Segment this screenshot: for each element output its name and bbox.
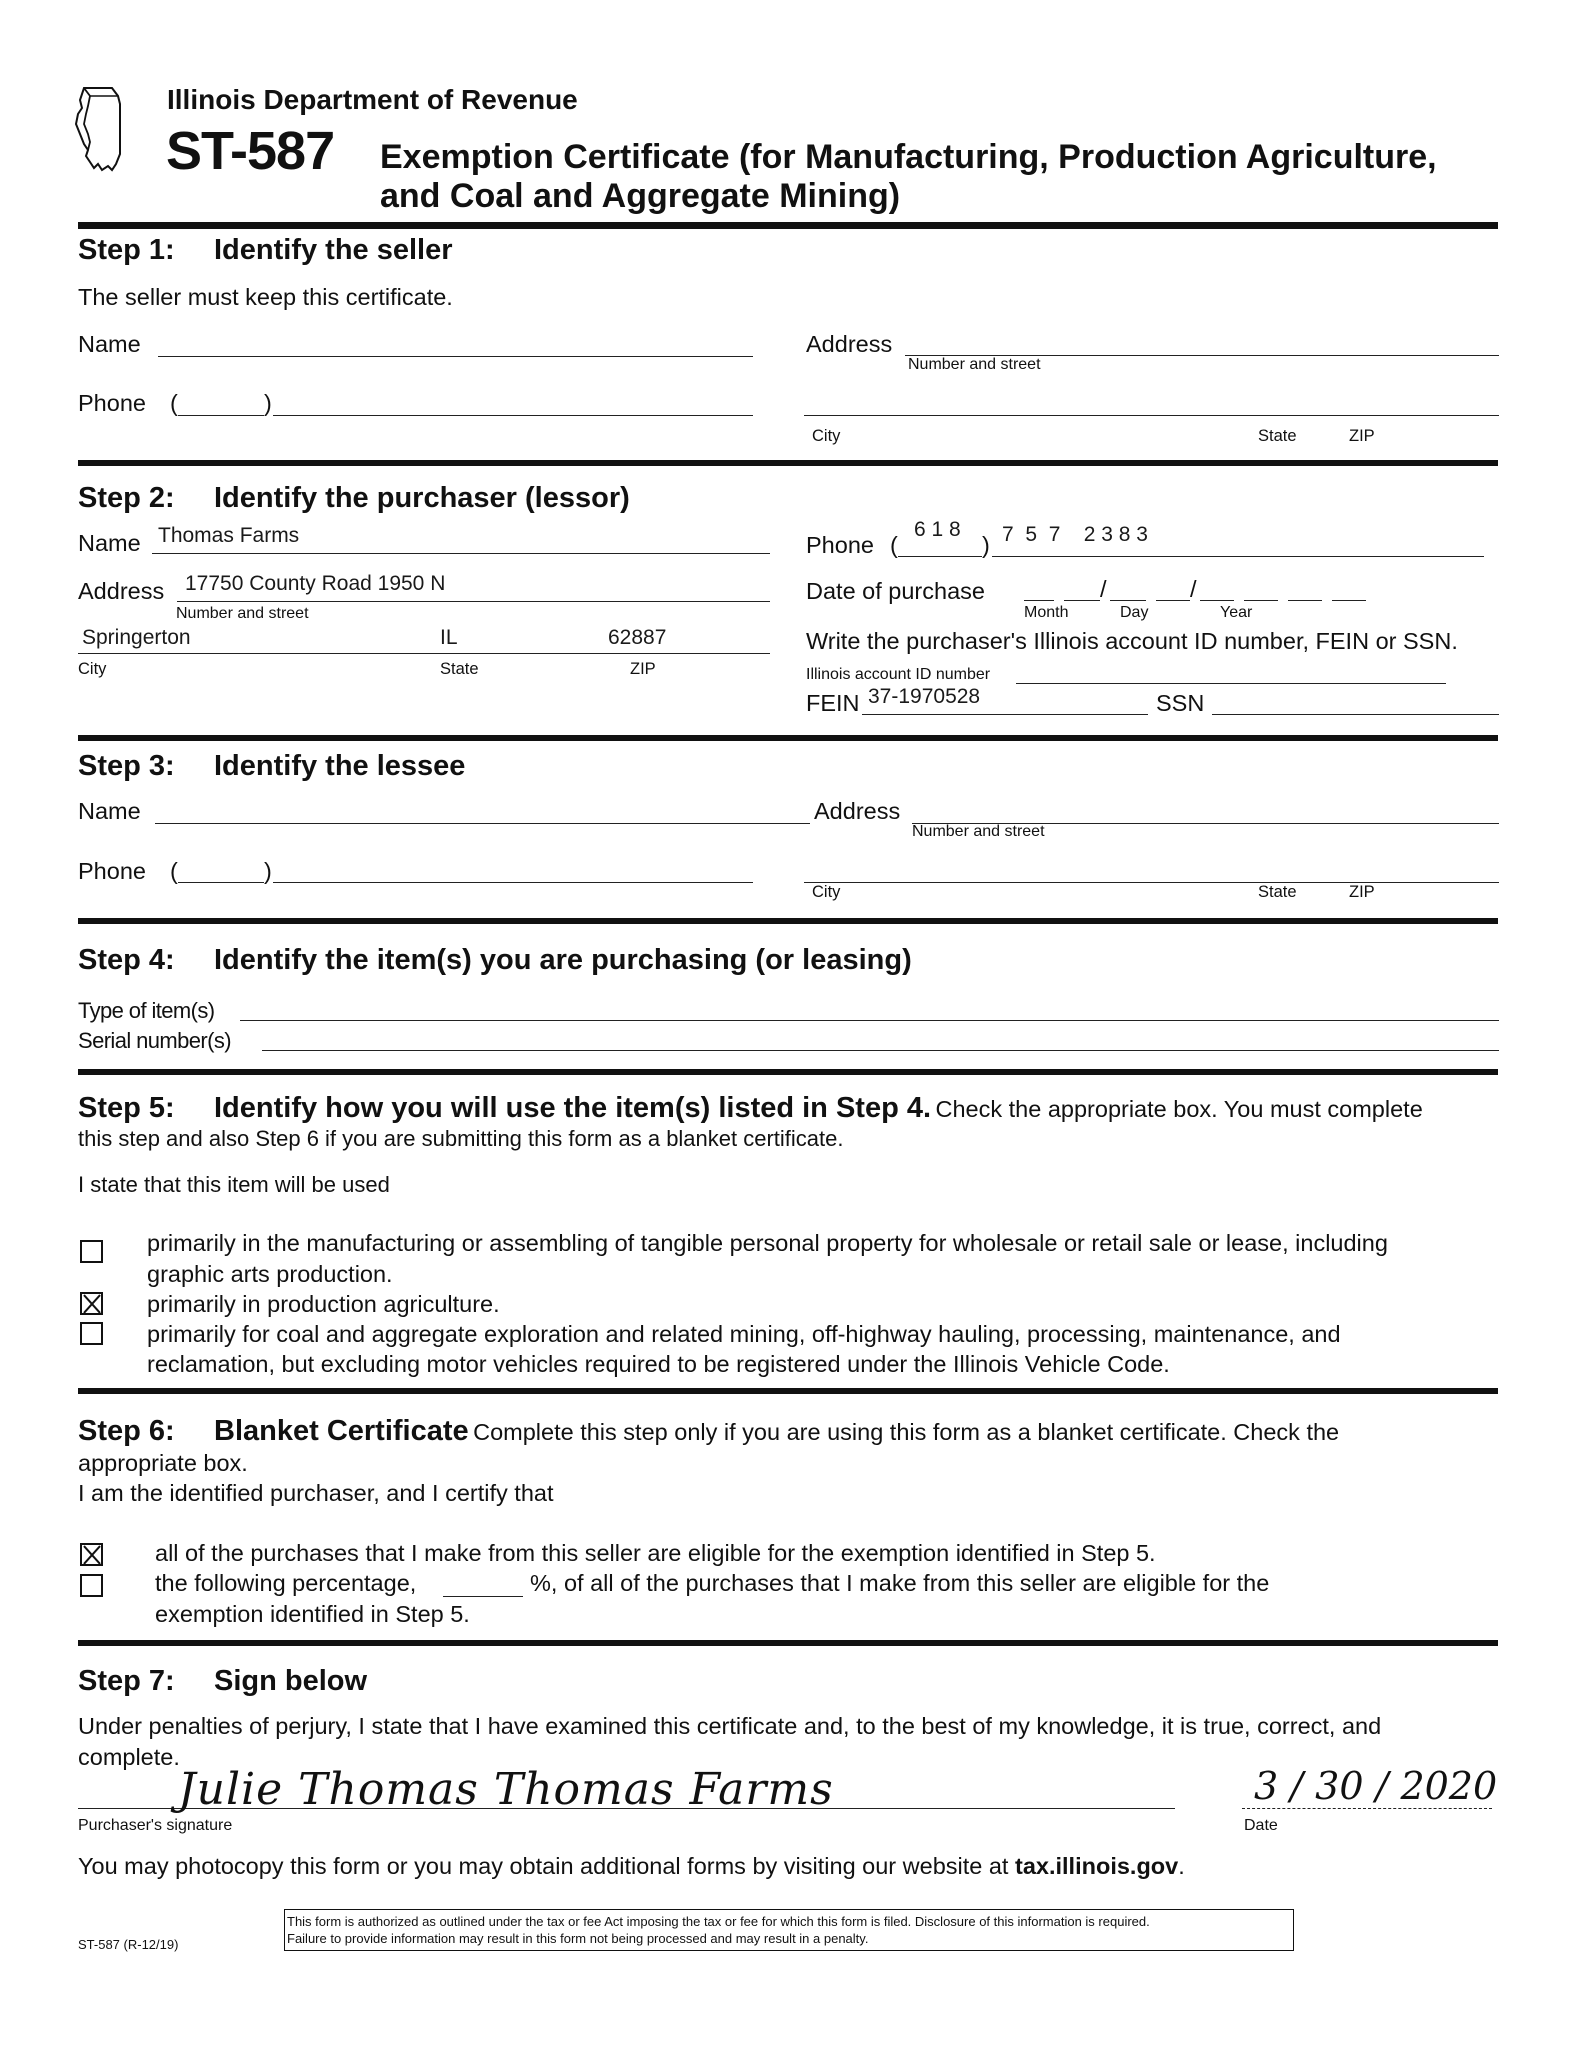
- perjury-statement: Under penalties of perjury, I state that I have examined this certificate and, to the best of my knowledge, it is true, correct, and: [78, 1713, 1382, 1739]
- option-text-pre: the following percentage,: [155, 1570, 417, 1596]
- state-caption: State: [1258, 427, 1297, 445]
- city-caption: City: [78, 660, 107, 678]
- seller-phone-close-paren: ): [264, 390, 272, 416]
- purchaser-name-value: Thomas Farms: [158, 524, 300, 547]
- lessee-phone-close-paren: ): [264, 858, 272, 884]
- purchaser-street-field[interactable]: [177, 572, 770, 602]
- photocopy-notice: [78, 1853, 1185, 1880]
- option-text: exemption identified in Step 5.: [155, 1601, 470, 1627]
- purchaser-city-value: Springerton: [82, 626, 191, 649]
- purchaser-name-field[interactable]: [152, 524, 770, 554]
- day-digit-1[interactable]: [1110, 578, 1146, 601]
- percentage-checkbox[interactable]: [80, 1574, 103, 1597]
- purchaser-phone-label: Phone: [806, 532, 874, 558]
- step5-instruction: Check the appropriate box. You must complete: [935, 1096, 1423, 1122]
- year-digit-4[interactable]: [1332, 578, 1366, 601]
- lessee-street-field[interactable]: [912, 797, 1499, 824]
- ssn-label: SSN: [1156, 690, 1205, 716]
- step-number: Step 1:: [78, 234, 175, 266]
- serial-number-label: Serial number(s): [78, 1028, 232, 1053]
- seller-street-field[interactable]: [905, 329, 1499, 356]
- seller-name-field[interactable]: [158, 330, 753, 357]
- section-divider: [78, 1069, 1498, 1075]
- website-link[interactable]: tax.illinois.gov: [1015, 1853, 1179, 1879]
- lessee-name-field[interactable]: [155, 797, 810, 824]
- disclosure-line2: Failure to provide information may result in this form not being processed and may result in a penalty.: [287, 1931, 869, 1946]
- purchaser-phone-area-value: 6 1 8: [914, 518, 961, 541]
- purchaser-street-value: 17750 County Road 1950 N: [185, 572, 446, 595]
- step2-heading: [78, 482, 630, 515]
- fein-label: FEIN: [806, 690, 860, 716]
- lessee-phone-area-field[interactable]: [178, 856, 264, 883]
- section-divider: [78, 222, 1498, 229]
- serial-number-field[interactable]: [262, 1026, 1499, 1051]
- section-divider: [78, 460, 1498, 466]
- step6-instruction: Complete this step only if you are using this form as a blanket certificate. Check the: [473, 1419, 1340, 1445]
- lessee-address-label: Address: [814, 798, 901, 824]
- photocopy-end: .: [1178, 1853, 1185, 1879]
- account-id-label: Illinois account ID number: [806, 666, 991, 683]
- option-text-post: %, of all of the purchases that I make from this seller are eligible for the: [530, 1570, 1270, 1596]
- month-digit-2[interactable]: [1064, 578, 1100, 601]
- mining-checkbox[interactable]: [80, 1322, 103, 1345]
- seller-phone-label: Phone: [78, 390, 146, 416]
- step6-instruction-line2: appropriate box.: [78, 1450, 248, 1476]
- form-number: ST-587: [166, 121, 335, 181]
- seller-phone-open-paren: (: [170, 390, 178, 416]
- step-number: Step 6:: [78, 1415, 175, 1447]
- seller-city-state-zip-field[interactable]: [804, 389, 1499, 416]
- day-digit-2[interactable]: [1156, 578, 1190, 601]
- option-text: graphic arts production.: [147, 1261, 393, 1287]
- step4-heading: [78, 944, 912, 977]
- step-title: Identify the purchaser (lessor): [214, 482, 630, 514]
- street-caption: Number and street: [908, 356, 1041, 373]
- lessee-city-state-zip-field[interactable]: [804, 856, 1499, 883]
- city-caption: City: [812, 427, 841, 445]
- section-divider: [78, 1640, 1498, 1646]
- day-caption: Day: [1120, 604, 1149, 621]
- phone-close-paren: ): [982, 532, 990, 558]
- state-caption: State: [1258, 883, 1297, 901]
- option-text: reclamation, but excluding motor vehicles required to be registered under the Illinois Vehicle Code.: [147, 1351, 1170, 1377]
- step-title: Blanket Certificate: [214, 1415, 469, 1447]
- fein-field[interactable]: [862, 685, 1148, 715]
- street-caption: Number and street: [176, 605, 309, 622]
- date-slash: /: [1190, 576, 1197, 602]
- signature-date-field[interactable]: [1242, 1764, 1498, 1809]
- percentage-field[interactable]: [443, 1572, 523, 1597]
- step-title: Identify the seller: [214, 234, 453, 266]
- account-id-field[interactable]: [1016, 663, 1446, 684]
- signature-date-value: 3 / 30 / 2020: [1254, 1764, 1498, 1808]
- step-number: Step 2:: [78, 482, 175, 514]
- form-revision: ST-587 (R-12/19): [78, 1937, 179, 1952]
- photocopy-text: You may photocopy this form or you may obtain additional forms by visiting our website at: [78, 1853, 1015, 1879]
- step-number: Step 4:: [78, 944, 175, 976]
- city-caption: City: [812, 883, 841, 901]
- seller-phone-area-field[interactable]: [178, 389, 264, 416]
- seller-phone-field[interactable]: [273, 389, 753, 416]
- agency-name: Illinois Department of Revenue: [167, 84, 578, 115]
- month-digit-1[interactable]: [1024, 578, 1054, 601]
- step6-heading: [78, 1415, 1339, 1448]
- purchaser-state-value: IL: [440, 626, 458, 649]
- step-number: Step 5:: [78, 1092, 175, 1124]
- zip-caption: ZIP: [1349, 883, 1375, 901]
- step5-lead: I state that this item will be used: [78, 1172, 390, 1197]
- step-title: Identify the item(s) you are purchasing (or leasing): [214, 944, 912, 976]
- seller-name-label: Name: [78, 331, 141, 357]
- step-number: Step 3:: [78, 750, 175, 782]
- step1-heading: [78, 234, 453, 267]
- option-text: primarily in the manufacturing or assembling of tangible personal property for wholesale or retail sale or lease, including: [147, 1230, 1388, 1256]
- step6-lead: I am the identified purchaser, and I certify that: [78, 1480, 554, 1506]
- state-caption: State: [440, 660, 479, 678]
- year-digit-3[interactable]: [1288, 578, 1322, 601]
- lessee-name-label: Name: [78, 798, 141, 824]
- purchaser-signature: Julie Thomas Thomas Farms: [178, 1764, 834, 1815]
- phone-open-paren: (: [890, 532, 898, 558]
- step7-heading: [78, 1665, 367, 1698]
- lessee-phone-open-paren: (: [170, 858, 178, 884]
- year-digit-2[interactable]: [1244, 578, 1278, 601]
- form-title-line1: Exemption Certificate (for Manufacturing, Production Agriculture,: [380, 138, 1437, 176]
- illinois-state-outline-icon: [72, 84, 130, 174]
- option-text: all of the purchases that I make from this seller are eligible for the exemption identified in Step 5.: [155, 1540, 1156, 1566]
- ssn-field[interactable]: [1212, 688, 1499, 715]
- item-type-field[interactable]: [240, 996, 1499, 1021]
- perjury-statement-line2: complete.: [78, 1744, 180, 1770]
- agriculture-checkbox[interactable]: [80, 1292, 103, 1315]
- purchaser-phone-value: 7 5 7 2 3 8 3: [1002, 523, 1148, 546]
- signature-caption: Purchaser's signature: [78, 1817, 233, 1834]
- item-type-label: Type of item(s): [78, 998, 215, 1023]
- option-text: primarily for coal and aggregate exploration and related mining, off-highway hauling, processing, maintenance, and: [147, 1321, 1341, 1347]
- seller-note: The seller must keep this certificate.: [78, 284, 453, 310]
- purchaser-city-state-zip-field[interactable]: [78, 627, 770, 654]
- step-number: Step 7:: [78, 1665, 175, 1697]
- purchaser-address-label: Address: [78, 578, 165, 604]
- all-purchases-checkbox[interactable]: [80, 1543, 103, 1566]
- step-title: Identify how you will use the item(s) listed in Step 4.: [214, 1092, 932, 1124]
- purchaser-name-label: Name: [78, 530, 141, 556]
- purchaser-signature-field[interactable]: [78, 1764, 1175, 1815]
- year-digit-1[interactable]: [1200, 578, 1234, 601]
- id-instruction: Write the purchaser's Illinois account ID number, FEIN or SSN.: [806, 628, 1458, 654]
- seller-address-label: Address: [806, 331, 893, 357]
- step-title: Sign below: [214, 1665, 368, 1697]
- lessee-phone-field[interactable]: [273, 856, 753, 883]
- date-of-purchase-label: Date of purchase: [806, 578, 985, 604]
- step-title: Identify the lessee: [214, 750, 466, 782]
- purchaser-phone-area-field[interactable]: [898, 518, 982, 557]
- zip-caption: ZIP: [630, 660, 656, 678]
- purchaser-phone-field[interactable]: [992, 523, 1484, 557]
- option-text: primarily in production agriculture.: [147, 1291, 500, 1317]
- section-divider: [78, 918, 1498, 924]
- disclosure-line1: This form is authorized as outlined under the tax or fee Act imposing the tax or fee for which this form is filed. Disclosure of this information is required.: [287, 1914, 1150, 1929]
- date-slash: /: [1100, 576, 1107, 602]
- date-caption: Date: [1244, 1817, 1278, 1834]
- manufacturing-checkbox[interactable]: [80, 1240, 103, 1263]
- step3-heading: [78, 750, 465, 783]
- year-caption: Year: [1220, 604, 1253, 621]
- section-divider: [78, 1388, 1498, 1394]
- purchaser-zip-value: 62887: [608, 626, 667, 649]
- lessee-phone-label: Phone: [78, 858, 146, 884]
- disclosure-box: [284, 1909, 1294, 1951]
- section-divider: [78, 735, 1498, 741]
- step5-heading: [78, 1092, 1423, 1125]
- street-caption: Number and street: [912, 823, 1045, 840]
- zip-caption: ZIP: [1349, 427, 1375, 445]
- month-caption: Month: [1024, 604, 1069, 621]
- fein-value: 37-1970528: [868, 685, 981, 708]
- form-title-line2: and Coal and Aggregate Mining): [380, 177, 901, 215]
- step5-instruction-line2: this step and also Step 6 if you are submitting this form as a blanket certificate.: [78, 1126, 844, 1151]
